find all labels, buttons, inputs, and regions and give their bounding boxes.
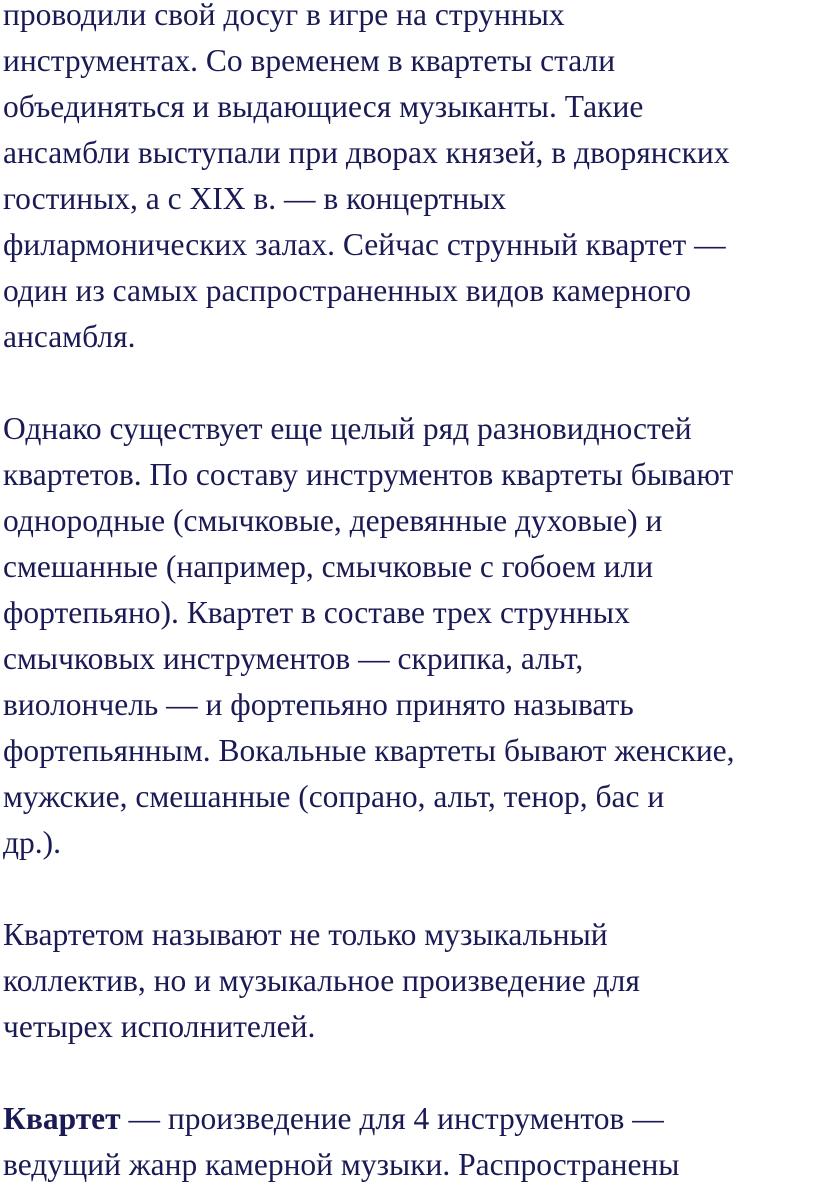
text-line: коллектив, но и музыкальное произведение для (3, 963, 640, 998)
paragraph-history (3, 0, 815, 360)
text-line: смычковых инструментов — скрипка, альт, (3, 641, 584, 676)
definition-line (3, 1096, 815, 1142)
text-line: проводили свой досуг в игре на струнных (3, 0, 565, 32)
paragraph-spacer (3, 360, 815, 406)
text-line: виолончель — и фортепьяно принято называть (3, 687, 634, 722)
definition-text: — произведение для 4 инструментов — (120, 1101, 664, 1136)
text-line: фортепьянным. Вокальные квартеты бывают женские, (3, 733, 735, 768)
defined-term: Квартет (3, 1101, 121, 1136)
text-line: однородные (смычковые, деревянные духовые) и (3, 503, 663, 538)
paragraph-composition-meaning (3, 912, 815, 1050)
paragraph-spacer (3, 1050, 815, 1096)
text-line: ансамбли выступали при дворах князей, в дворянских (3, 135, 730, 170)
text-line: мужские, смешанные (сопрано, альт, тенор, бас и (3, 779, 665, 814)
paragraph-varieties (3, 406, 815, 866)
text-line: инструментах. Со временем в квартеты стали (3, 43, 616, 78)
text-line: фортепьяно). Квартет в составе трех струнных (3, 595, 630, 630)
text-line: гостиных, а с XIX в. — в концертных (3, 181, 507, 216)
text-line: ведущий жанр камерной музыки. Распространены (3, 1147, 680, 1182)
text-line: четырех исполнителей. (3, 1009, 316, 1044)
paragraph-spacer (3, 866, 815, 912)
text-line: смешанные (например, смычковые с гобоем или (3, 549, 654, 584)
text-line: Квартетом называют не только музыкальный (3, 917, 608, 952)
text-line: ансамбля. (3, 319, 136, 354)
text-line: квартетов. По составу инструментов квартеты бывают (3, 457, 734, 492)
paragraph-definition (3, 1096, 815, 1188)
text-line: один из самых распространенных видов камерного (3, 273, 691, 308)
document-page (3, 0, 815, 1188)
text-line: объединяться и выдающиеся музыканты. Такие (3, 89, 644, 124)
text-line: филармонических залах. Сейчас струнный квартет — (3, 227, 726, 262)
text-line: Однако существует еще целый ряд разновидностей (3, 411, 692, 446)
text-line: др.). (3, 825, 62, 860)
